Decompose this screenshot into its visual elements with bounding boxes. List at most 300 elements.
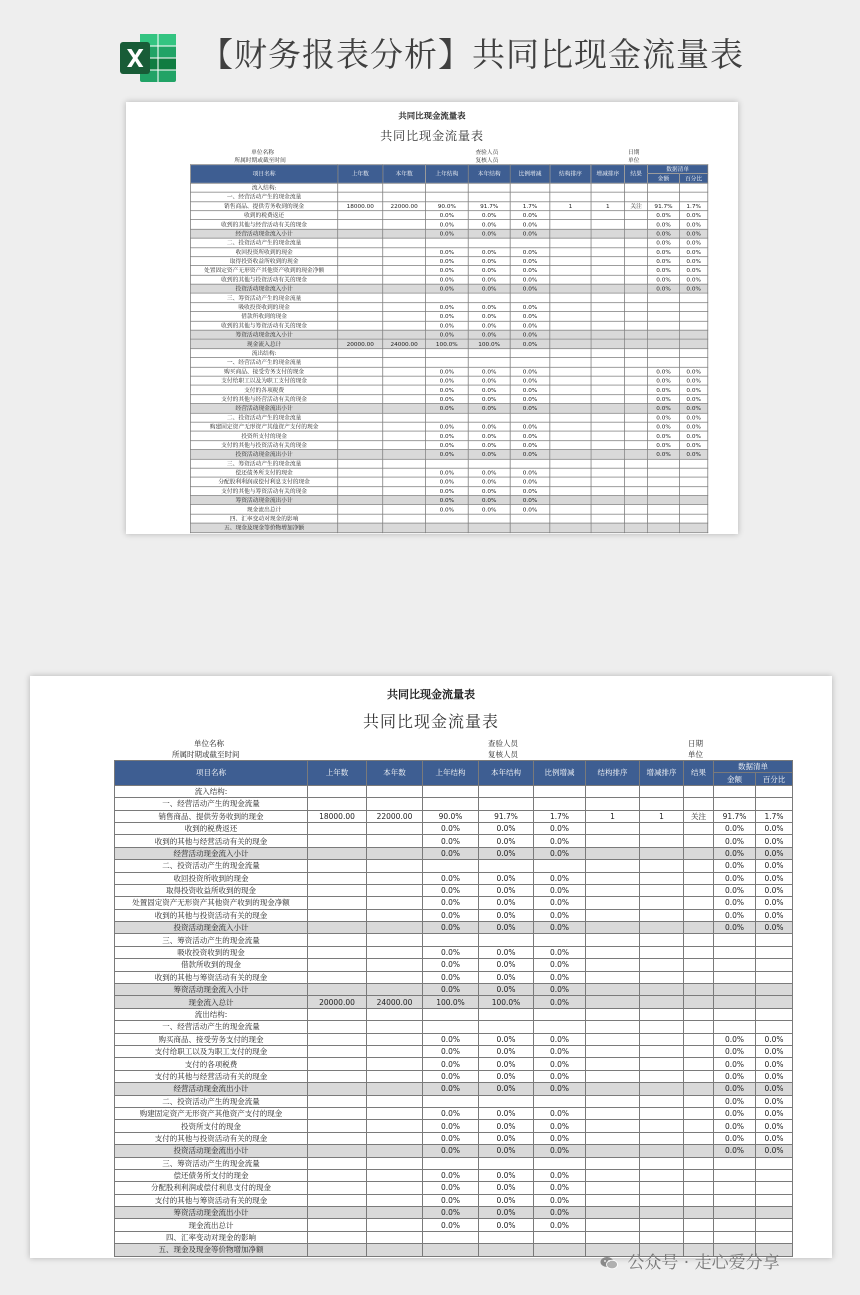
value-cell[interactable] — [308, 884, 367, 896]
value-cell[interactable] — [756, 1207, 793, 1219]
value-cell[interactable]: 0.0% — [479, 909, 534, 921]
row-label[interactable]: 借款所收到的现金 — [115, 959, 308, 971]
value-cell[interactable]: 0.0% — [423, 1219, 479, 1231]
value-cell[interactable] — [423, 1244, 479, 1256]
value-cell[interactable] — [338, 459, 383, 468]
value-cell[interactable]: 0.0% — [423, 1145, 479, 1157]
value-cell[interactable]: 0.0% — [479, 1145, 534, 1157]
value-cell[interactable] — [423, 860, 479, 872]
value-cell[interactable] — [591, 192, 625, 201]
value-cell[interactable] — [586, 1231, 640, 1243]
value-cell[interactable]: 1.7% — [756, 810, 793, 822]
value-cell[interactable] — [479, 1095, 534, 1107]
value-cell[interactable]: 0.0% — [468, 275, 510, 284]
value-cell[interactable]: 100.0% — [479, 996, 534, 1008]
value-cell[interactable]: 0.0% — [425, 385, 468, 394]
value-cell[interactable] — [383, 441, 426, 450]
value-cell[interactable] — [586, 946, 640, 958]
value-cell[interactable]: 0.0% — [756, 1045, 793, 1057]
result-cell[interactable] — [625, 293, 648, 302]
row-label[interactable]: 收到的税费返还 — [115, 822, 308, 834]
value-cell[interactable]: 0.0% — [468, 486, 510, 495]
value-cell[interactable]: 0.0% — [479, 1194, 534, 1206]
value-cell[interactable]: 0.0% — [756, 1145, 793, 1157]
value-cell[interactable] — [308, 822, 367, 834]
value-cell[interactable]: 0.0% — [756, 922, 793, 934]
value-cell[interactable]: 0.0% — [479, 946, 534, 958]
row-label[interactable]: 吸收投资收到的现金 — [115, 946, 308, 958]
value-cell[interactable] — [586, 1058, 640, 1070]
value-cell[interactable] — [550, 431, 591, 440]
value-cell[interactable] — [367, 984, 423, 996]
value-cell[interactable]: 22000.00 — [383, 201, 426, 210]
value-cell[interactable] — [308, 922, 367, 934]
row-label[interactable]: 购买商品、接受劳务支付的现金 — [190, 367, 337, 376]
value-cell[interactable] — [591, 385, 625, 394]
value-cell[interactable]: 0.0% — [425, 257, 468, 266]
value-cell[interactable]: 0.0% — [534, 1058, 586, 1070]
value-cell[interactable] — [640, 798, 684, 810]
value-cell[interactable]: 0.0% — [534, 1219, 586, 1231]
value-cell[interactable]: 0.0% — [479, 1182, 534, 1194]
value-cell[interactable]: 0.0% — [423, 909, 479, 921]
value-cell[interactable]: 0.0% — [479, 897, 534, 909]
value-cell[interactable] — [308, 946, 367, 958]
col-header-item[interactable]: 项目名称 — [115, 761, 308, 786]
value-cell[interactable]: 0.0% — [714, 1145, 756, 1157]
value-cell[interactable]: 0.0% — [714, 1045, 756, 1057]
value-cell[interactable]: 0.0% — [534, 1083, 586, 1095]
value-cell[interactable]: 100.0% — [468, 339, 510, 348]
value-cell[interactable] — [479, 1008, 534, 1020]
value-cell[interactable] — [367, 1058, 423, 1070]
value-cell[interactable] — [367, 934, 423, 946]
value-cell[interactable] — [640, 1058, 684, 1070]
value-cell[interactable] — [308, 1120, 367, 1132]
value-cell[interactable] — [714, 1169, 756, 1181]
value-cell[interactable]: 0.0% — [714, 1083, 756, 1095]
result-cell[interactable] — [625, 477, 648, 486]
row-label[interactable]: 筹资活动现金流出小计 — [115, 1207, 308, 1219]
value-cell[interactable]: 0.0% — [714, 1095, 756, 1107]
value-cell[interactable]: 0.0% — [510, 496, 550, 505]
col-header-result[interactable]: 结果 — [684, 761, 714, 786]
col-header-change-rank[interactable]: 增减排序 — [640, 761, 684, 786]
result-cell[interactable] — [684, 1182, 714, 1194]
value-cell[interactable]: 0.0% — [756, 822, 793, 834]
value-cell[interactable] — [591, 321, 625, 330]
value-cell[interactable] — [338, 303, 383, 312]
value-cell[interactable]: 0.0% — [510, 330, 550, 339]
value-cell[interactable] — [383, 367, 426, 376]
value-cell[interactable] — [383, 505, 426, 514]
result-cell[interactable] — [684, 1070, 714, 1082]
row-label[interactable]: 流出结构: — [115, 1008, 308, 1020]
value-cell[interactable] — [510, 523, 550, 532]
result-cell[interactable] — [625, 229, 648, 238]
value-cell[interactable] — [338, 514, 383, 523]
value-cell[interactable]: 0.0% — [680, 431, 708, 440]
value-cell[interactable] — [308, 1132, 367, 1144]
row-label[interactable]: 销售商品、提供劳务收到的现金 — [115, 810, 308, 822]
value-cell[interactable] — [550, 468, 591, 477]
result-cell[interactable] — [625, 330, 648, 339]
col-header-ratio-change[interactable]: 比例增减 — [534, 761, 586, 786]
row-label[interactable]: 取得投资收益所收到的现金 — [115, 884, 308, 896]
result-cell[interactable] — [684, 1083, 714, 1095]
value-cell[interactable] — [423, 934, 479, 946]
value-cell[interactable] — [550, 422, 591, 431]
value-cell[interactable] — [586, 1120, 640, 1132]
value-cell[interactable] — [550, 450, 591, 459]
value-cell[interactable] — [338, 284, 383, 293]
value-cell[interactable] — [510, 192, 550, 201]
value-cell[interactable]: 0.0% — [425, 229, 468, 238]
value-cell[interactable] — [479, 1231, 534, 1243]
value-cell[interactable] — [510, 238, 550, 247]
value-cell[interactable] — [367, 971, 423, 983]
value-cell[interactable] — [338, 385, 383, 394]
col-header-amount[interactable]: 金额 — [648, 174, 680, 183]
value-cell[interactable]: 0.0% — [510, 220, 550, 229]
row-label[interactable]: 筹资活动现金流入小计 — [190, 330, 337, 339]
col-header-percent[interactable]: 百分比 — [680, 174, 708, 183]
value-cell[interactable]: 0.0% — [534, 1132, 586, 1144]
col-header-data-list[interactable]: 数据清单 — [714, 761, 793, 773]
value-cell[interactable] — [586, 1194, 640, 1206]
value-cell[interactable] — [383, 404, 426, 413]
result-cell[interactable] — [625, 486, 648, 495]
value-cell[interactable] — [586, 884, 640, 896]
value-cell[interactable]: 1.7% — [534, 810, 586, 822]
value-cell[interactable] — [383, 220, 426, 229]
value-cell[interactable]: 0.0% — [468, 385, 510, 394]
value-cell[interactable] — [591, 376, 625, 385]
value-cell[interactable]: 0.0% — [423, 884, 479, 896]
value-cell[interactable]: 0.0% — [534, 984, 586, 996]
result-cell[interactable] — [625, 339, 648, 348]
value-cell[interactable]: 0.0% — [479, 1045, 534, 1057]
col-header-change-rank[interactable]: 增减排序 — [591, 165, 625, 183]
value-cell[interactable]: 0.0% — [468, 257, 510, 266]
row-label[interactable]: 收到的其他与投资活动有关的现金 — [115, 909, 308, 921]
row-label[interactable]: 四、汇率变动对现金的影响 — [190, 514, 337, 523]
value-cell[interactable]: 0.0% — [468, 376, 510, 385]
result-cell[interactable] — [625, 514, 648, 523]
value-cell[interactable] — [308, 1033, 367, 1045]
value-cell[interactable]: 0.0% — [423, 946, 479, 958]
value-cell[interactable] — [550, 238, 591, 247]
row-label[interactable]: 偿还债务所支付的现金 — [190, 468, 337, 477]
value-cell[interactable] — [367, 1033, 423, 1045]
value-cell[interactable]: 24000.00 — [367, 996, 423, 1008]
result-cell[interactable] — [684, 909, 714, 921]
value-cell[interactable] — [367, 860, 423, 872]
value-cell[interactable] — [308, 1021, 367, 1033]
value-cell[interactable] — [338, 229, 383, 238]
value-cell[interactable] — [510, 349, 550, 358]
value-cell[interactable] — [591, 505, 625, 514]
value-cell[interactable] — [308, 1194, 367, 1206]
value-cell[interactable] — [714, 971, 756, 983]
value-cell[interactable] — [680, 514, 708, 523]
value-cell[interactable] — [591, 330, 625, 339]
value-cell[interactable]: 0.0% — [468, 431, 510, 440]
value-cell[interactable] — [591, 496, 625, 505]
value-cell[interactable]: 0.0% — [479, 884, 534, 896]
value-cell[interactable]: 0.0% — [680, 422, 708, 431]
col-header-percent[interactable]: 百分比 — [756, 773, 793, 785]
value-cell[interactable] — [367, 1244, 423, 1256]
result-cell[interactable] — [684, 1021, 714, 1033]
value-cell[interactable] — [425, 238, 468, 247]
value-cell[interactable] — [468, 459, 510, 468]
value-cell[interactable] — [640, 860, 684, 872]
value-cell[interactable] — [550, 514, 591, 523]
value-cell[interactable] — [640, 934, 684, 946]
result-cell[interactable] — [684, 996, 714, 1008]
value-cell[interactable] — [550, 395, 591, 404]
value-cell[interactable]: 0.0% — [510, 266, 550, 275]
value-cell[interactable] — [308, 1231, 367, 1243]
value-cell[interactable] — [383, 293, 426, 302]
value-cell[interactable] — [425, 293, 468, 302]
value-cell[interactable]: 0.0% — [534, 1120, 586, 1132]
value-cell[interactable] — [648, 459, 680, 468]
value-cell[interactable] — [680, 321, 708, 330]
value-cell[interactable] — [367, 1008, 423, 1020]
value-cell[interactable]: 0.0% — [423, 1045, 479, 1057]
col-header-item[interactable]: 项目名称 — [190, 165, 337, 183]
value-cell[interactable]: 0.0% — [510, 404, 550, 413]
value-cell[interactable] — [367, 909, 423, 921]
value-cell[interactable]: 0.0% — [425, 321, 468, 330]
value-cell[interactable] — [586, 909, 640, 921]
value-cell[interactable]: 0.0% — [510, 450, 550, 459]
value-cell[interactable] — [640, 1070, 684, 1082]
value-cell[interactable]: 0.0% — [510, 312, 550, 321]
value-cell[interactable] — [308, 1058, 367, 1070]
value-cell[interactable] — [586, 971, 640, 983]
value-cell[interactable]: 0.0% — [425, 431, 468, 440]
value-cell[interactable]: 0.0% — [534, 1107, 586, 1119]
result-cell[interactable] — [684, 1045, 714, 1057]
result-cell[interactable] — [684, 922, 714, 934]
value-cell[interactable]: 0.0% — [479, 835, 534, 847]
value-cell[interactable] — [423, 1157, 479, 1169]
value-cell[interactable]: 0.0% — [510, 247, 550, 256]
value-cell[interactable]: 0.0% — [425, 330, 468, 339]
value-cell[interactable]: 91.7% — [468, 201, 510, 210]
value-cell[interactable] — [550, 523, 591, 532]
value-cell[interactable]: 18000.00 — [308, 810, 367, 822]
value-cell[interactable] — [640, 1132, 684, 1144]
result-cell[interactable] — [684, 1219, 714, 1231]
value-cell[interactable]: 0.0% — [714, 884, 756, 896]
value-cell[interactable] — [367, 922, 423, 934]
value-cell[interactable] — [640, 897, 684, 909]
value-cell[interactable]: 0.0% — [714, 1058, 756, 1070]
value-cell[interactable] — [586, 1033, 640, 1045]
value-cell[interactable] — [550, 192, 591, 201]
row-label[interactable]: 二、投资活动产生的现金流量 — [115, 860, 308, 872]
value-cell[interactable] — [468, 514, 510, 523]
value-cell[interactable] — [423, 1095, 479, 1107]
value-cell[interactable] — [367, 822, 423, 834]
value-cell[interactable]: 0.0% — [714, 922, 756, 934]
value-cell[interactable]: 0.0% — [468, 422, 510, 431]
value-cell[interactable] — [591, 220, 625, 229]
value-cell[interactable]: 0.0% — [423, 971, 479, 983]
result-cell[interactable] — [684, 785, 714, 797]
row-label[interactable]: 借款所收到的现金 — [190, 312, 337, 321]
value-cell[interactable] — [367, 1132, 423, 1144]
col-header-prev-struct[interactable]: 上年结构 — [425, 165, 468, 183]
row-label[interactable]: 支付的其他与投资活动有关的现金 — [115, 1132, 308, 1144]
result-cell[interactable] — [625, 450, 648, 459]
value-cell[interactable]: 0.0% — [648, 404, 680, 413]
row-label[interactable]: 五、现金及现金等价物增加净额 — [190, 523, 337, 532]
value-cell[interactable]: 0.0% — [714, 1132, 756, 1144]
result-cell[interactable] — [625, 468, 648, 477]
value-cell[interactable]: 0.0% — [756, 909, 793, 921]
row-label[interactable]: 投资活动现金流入小计 — [115, 922, 308, 934]
value-cell[interactable] — [586, 1008, 640, 1020]
value-cell[interactable] — [338, 404, 383, 413]
col-header-curr-struct[interactable]: 本年结构 — [479, 761, 534, 786]
value-cell[interactable]: 0.0% — [479, 822, 534, 834]
value-cell[interactable]: 0.0% — [714, 822, 756, 834]
value-cell[interactable] — [648, 505, 680, 514]
result-cell[interactable] — [684, 835, 714, 847]
value-cell[interactable]: 0.0% — [680, 385, 708, 394]
result-cell[interactable] — [684, 1107, 714, 1119]
value-cell[interactable] — [586, 798, 640, 810]
value-cell[interactable] — [586, 822, 640, 834]
value-cell[interactable] — [640, 1231, 684, 1243]
value-cell[interactable] — [367, 1194, 423, 1206]
result-cell[interactable] — [684, 860, 714, 872]
value-cell[interactable] — [338, 441, 383, 450]
value-cell[interactable] — [308, 847, 367, 859]
value-cell[interactable] — [383, 376, 426, 385]
value-cell[interactable] — [714, 785, 756, 797]
value-cell[interactable] — [468, 413, 510, 422]
value-cell[interactable] — [714, 1021, 756, 1033]
value-cell[interactable] — [383, 211, 426, 220]
result-cell[interactable] — [625, 496, 648, 505]
value-cell[interactable] — [383, 477, 426, 486]
row-label[interactable]: 分配股利利润或偿付利息支付的现金 — [115, 1182, 308, 1194]
row-label[interactable]: 支付的其他与筹资活动有关的现金 — [190, 486, 337, 495]
result-cell[interactable]: 关注 — [625, 201, 648, 210]
row-label[interactable]: 二、投资活动产生的现金流量 — [190, 413, 337, 422]
result-cell[interactable] — [625, 395, 648, 404]
value-cell[interactable]: 0.0% — [425, 266, 468, 275]
value-cell[interactable] — [338, 496, 383, 505]
value-cell[interactable]: 0.0% — [423, 1058, 479, 1070]
value-cell[interactable]: 1.7% — [510, 201, 550, 210]
value-cell[interactable]: 0.0% — [510, 367, 550, 376]
result-cell[interactable] — [625, 238, 648, 247]
value-cell[interactable]: 0.0% — [425, 395, 468, 404]
result-cell[interactable] — [625, 321, 648, 330]
value-cell[interactable]: 0.0% — [534, 1033, 586, 1045]
value-cell[interactable] — [640, 822, 684, 834]
value-cell[interactable] — [680, 349, 708, 358]
value-cell[interactable]: 0.0% — [756, 884, 793, 896]
value-cell[interactable] — [367, 1107, 423, 1119]
value-cell[interactable] — [383, 275, 426, 284]
row-label[interactable]: 处置固定资产无形资产其他资产收到的现金净额 — [115, 897, 308, 909]
value-cell[interactable]: 0.0% — [479, 1219, 534, 1231]
value-cell[interactable] — [648, 496, 680, 505]
value-cell[interactable] — [468, 192, 510, 201]
value-cell[interactable]: 0.0% — [680, 266, 708, 275]
value-cell[interactable] — [338, 238, 383, 247]
value-cell[interactable] — [680, 486, 708, 495]
value-cell[interactable]: 0.0% — [680, 367, 708, 376]
col-header-ratio-change[interactable]: 比例增减 — [510, 165, 550, 183]
value-cell[interactable]: 1 — [586, 810, 640, 822]
value-cell[interactable] — [648, 312, 680, 321]
value-cell[interactable] — [383, 257, 426, 266]
value-cell[interactable] — [383, 358, 426, 367]
value-cell[interactable] — [534, 785, 586, 797]
result-cell[interactable] — [684, 897, 714, 909]
result-cell[interactable] — [625, 431, 648, 440]
value-cell[interactable]: 0.0% — [425, 477, 468, 486]
value-cell[interactable]: 0.0% — [510, 257, 550, 266]
value-cell[interactable] — [714, 1182, 756, 1194]
value-cell[interactable] — [680, 496, 708, 505]
value-cell[interactable] — [591, 183, 625, 192]
value-cell[interactable] — [308, 1169, 367, 1181]
value-cell[interactable]: 0.0% — [510, 422, 550, 431]
value-cell[interactable] — [591, 229, 625, 238]
value-cell[interactable] — [586, 922, 640, 934]
value-cell[interactable]: 0.0% — [648, 257, 680, 266]
value-cell[interactable]: 0.0% — [534, 1045, 586, 1057]
value-cell[interactable]: 0.0% — [714, 872, 756, 884]
row-label[interactable]: 筹资活动现金流出小计 — [190, 496, 337, 505]
value-cell[interactable] — [367, 1083, 423, 1095]
value-cell[interactable] — [367, 1120, 423, 1132]
value-cell[interactable] — [640, 847, 684, 859]
row-label[interactable]: 四、汇率变动对现金的影响 — [115, 1231, 308, 1243]
value-cell[interactable] — [648, 303, 680, 312]
value-cell[interactable]: 0.0% — [510, 385, 550, 394]
value-cell[interactable] — [383, 468, 426, 477]
value-cell[interactable] — [714, 984, 756, 996]
row-label[interactable]: 收回投资所收到的现金 — [190, 247, 337, 256]
value-cell[interactable]: 0.0% — [648, 422, 680, 431]
col-header-amount[interactable]: 金额 — [714, 773, 756, 785]
result-cell[interactable] — [684, 1169, 714, 1181]
value-cell[interactable] — [383, 395, 426, 404]
value-cell[interactable]: 0.0% — [714, 1033, 756, 1045]
value-cell[interactable] — [468, 358, 510, 367]
value-cell[interactable] — [338, 395, 383, 404]
value-cell[interactable]: 1 — [550, 201, 591, 210]
value-cell[interactable] — [383, 422, 426, 431]
result-cell[interactable] — [625, 349, 648, 358]
row-label[interactable]: 处置固定资产无形资产其他资产收到的现金净额 — [190, 266, 337, 275]
value-cell[interactable]: 0.0% — [468, 496, 510, 505]
value-cell[interactable] — [640, 1021, 684, 1033]
value-cell[interactable] — [308, 1095, 367, 1107]
value-cell[interactable] — [591, 450, 625, 459]
